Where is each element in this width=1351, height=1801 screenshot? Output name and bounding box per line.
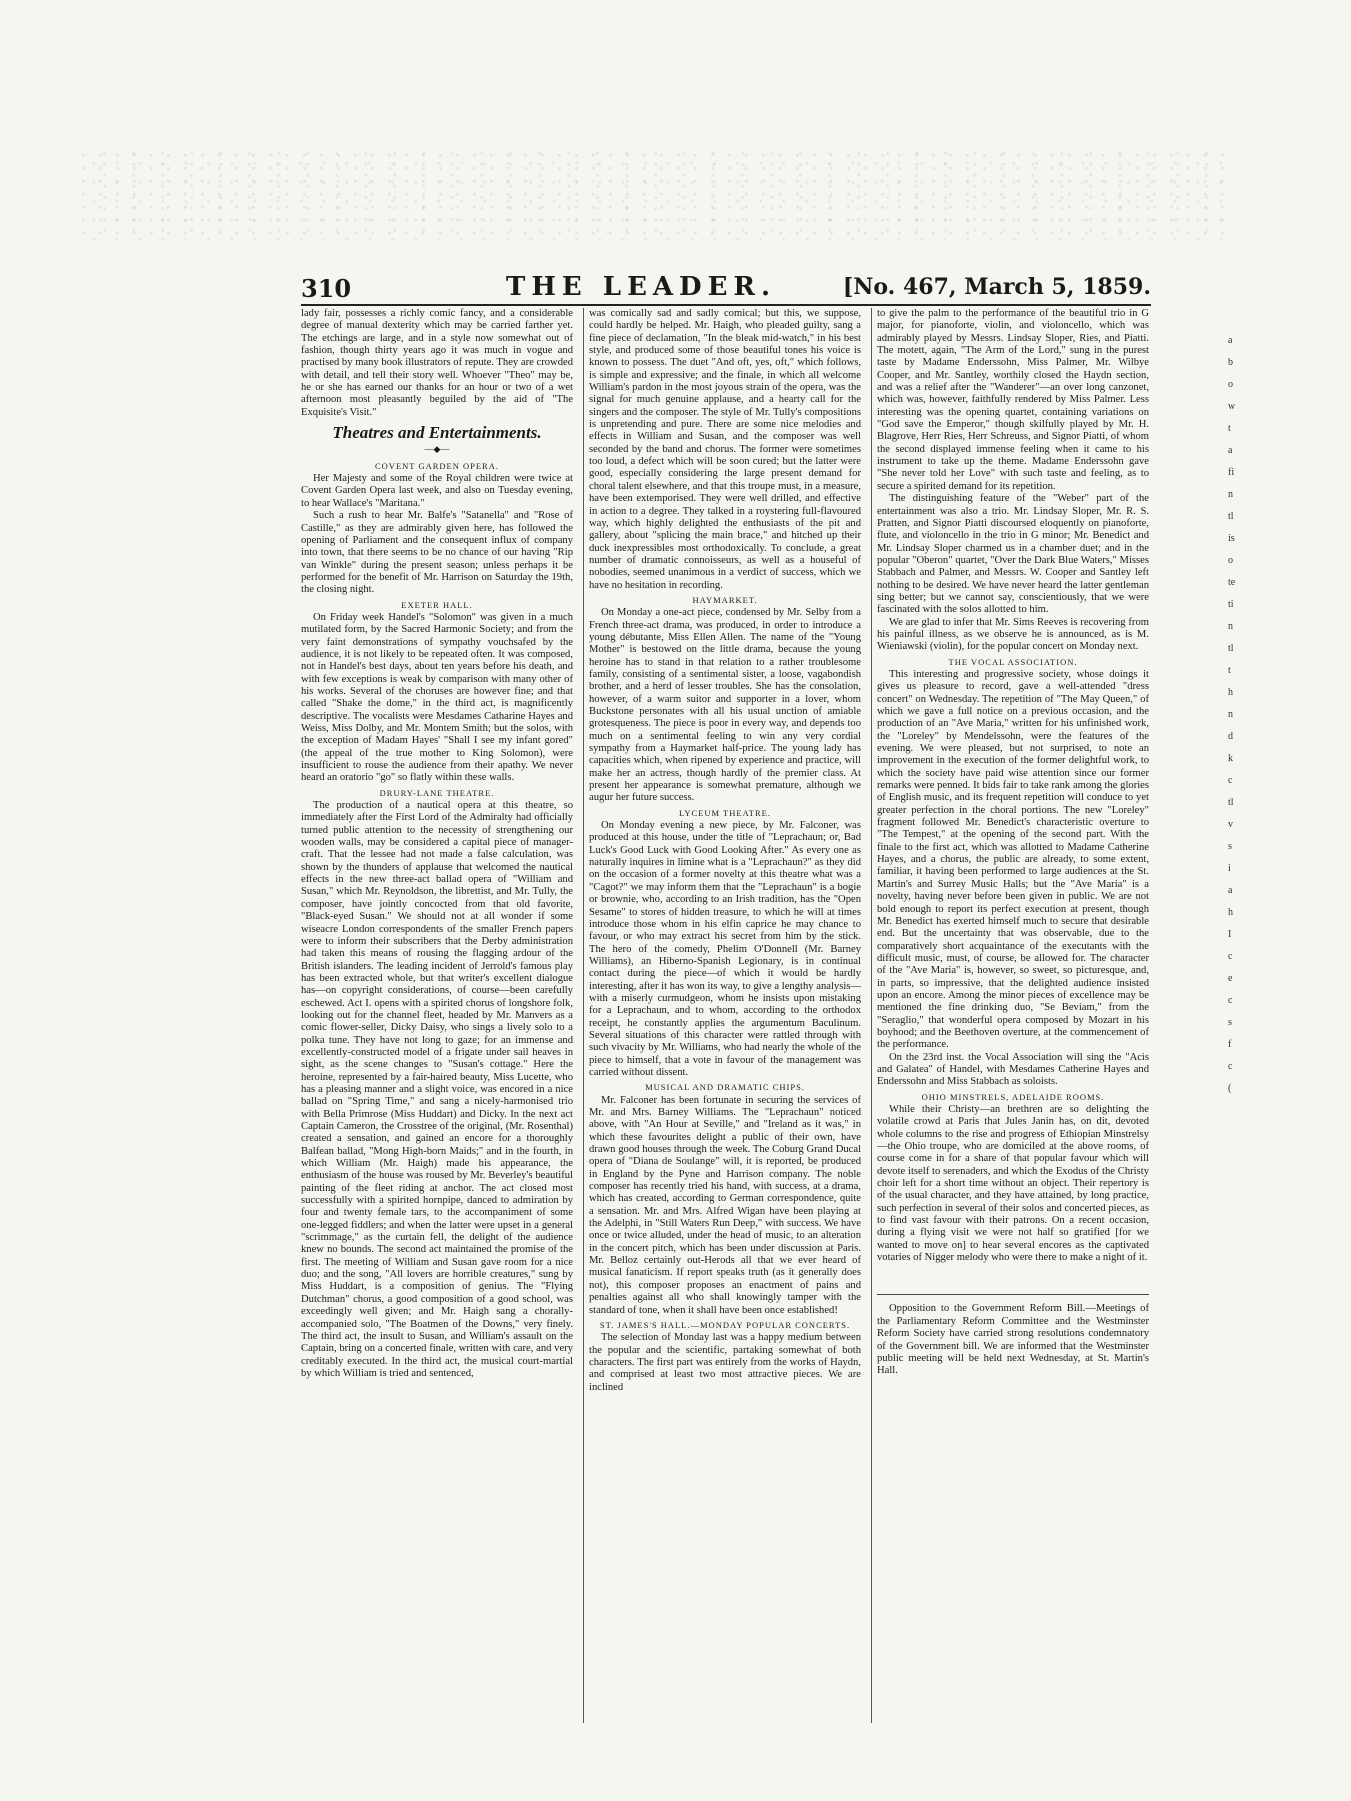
column-3 [877,308,1149,1378]
article-paragraph: The production of a nautical opera at this theatre, so immediately after the First Lord of the Admiralty had officially turned public attention to the necessity of strengthening our wooden walls, may be considered a capital piece of manager-craft. That the lessee had not made a false calculation, was shown by the thunders of applause that welcomed the nautical effects in the new three-act ballad opera of "William and Susan," which Mr. Reynoldson, the librettist, and Mr. Tully, the composer, have jointly concocted from that old favorite, "Black-eyed Susan." We should not at all wonder if some wiseacre London correspondents of the smaller French papers were to inform their subscribers that the Derby administration had taken this means of rousing the flagging ardour of the British islanders. The leading incident of Jerrold's famous play has been extracted whole, but that writer's excellent dialogue has—on copyright considerations, of course—been carefully eschewed. Act I. opens with a spirited chorus of longshore folk, looking out for the channel fleet, headed by Mr. Manvers as a comic flower-seller, Dicky Daisy, who sings a lively solo to a polka tune. They have not long to gaze; for an immense and excellently-constructed model of a frigate under sail heaves in sight, as the scene changes to "Susan's cottage." Here the heroine, represented by a fair-haired beauty, Miss Lucette, who has a pleasing manner and a slight voice, was encored in a nice ballad on "Spring Time," and sang a nicely-harmonised trio with Bella Primrose (Miss Huddart) and Dicky. In the next act Captain Cameron, the Crosstree of the original, (Mr. Rosenthal) created a sensation, and gained an encore for a thoroughly Balfean ballad, "Mong High-born Maids;" and in the fourth, in which William (Mr. Haigh) made his appearance, the enthusiasm of the house was roused by Mr. Beverley's beautiful painting of the fleet riding at anchor. The act closed most successfully with a spirited hornpipe, danced to admiration by four and twenty female tars, to the accompaniment of some one-legged fiddlers; and when the latter were upset in a general "scrimmage," as the curtain fell, the delight of the audience knew no bounds. The second act maintained the promise of the first. The meeting of William and Susan gave room for a nice duo; and the song, "All lovers are horrible creatures," sung by Miss Huddart, is a composition of genius. The "Flying Dutchman" chorus, a good composition of a good school, was exceedingly well given; and Mr. Haigh sang a chorally-accompanied solo, "The Boatmen of the Downs," very finely. The third act, the insult to Susan, and William's assault on the Captain, bring on a concerted finale, written with care, and very creditably executed. In the third act, the musical court-martial by which William is tried and sentenced, [301,800,573,1379]
edge-letter: n [1228,621,1233,632]
article-heading: OHIO MINSTRELS, ADELAIDE ROOMS. [921,1091,1105,1102]
edge-letter: tl [1228,797,1234,808]
edge-letter: fi [1228,467,1235,478]
edge-letter: n [1228,709,1233,720]
article-heading: EXETER HALL. [401,599,473,610]
edge-letter: is [1228,533,1235,544]
edge-letter: o [1228,379,1233,390]
column-divider [583,308,584,1723]
article-heading: LYCEUM THEATRE. [679,807,771,818]
article-paragraph: Her Majesty and some of the Royal children were twice at Covent Garden Opera last week, and also on Tuesday evening, to hear Wallace's "Maritana." [301,473,573,509]
article-heading: HAYMARKET. [692,594,758,605]
article-paragraph: On Monday evening a new piece, by Mr. Falconer, was produced at this house, under the title of "Leprachaun; or, Bad Luck's Good Luck with Good Looking After." As every one as naturally inquires in limine what is a "Leprachaun?" as they did on the occasion of a former novelty at this theatre what was a "Cagot?" we may inform them that the "Leprachaun" is a bogie or brownie, who, according to an Irish tradition, has the "Open Sesame" to stores of hidden treasure, to which he will at times introduce those whom in his elfin caprice he may chance to favour, or who may extract his secret from him by the stick. The hero of the comedy, Phelim O'Donnell (Mr. Barney Williams), an Hiberno-Spanish Legionary, is in continual contact during the piece—of which it would be hardly interesting, after it has won its way, to give a lengthy analysis—with a miserly curmudgeon, whom he insists upon mistaking for a Leprachaun, and to whom, according to the orthodox receipt, he constantly applies the argumentum Baculinum. Several situations of this character were rattled through with such vivacity by Mr. Williams, who had nearly the whole of the piece to himself, that a vote in favour of the management was carried without dissent. [589,820,861,1078]
edge-letter: e [1228,973,1233,984]
column-divider [871,308,872,1723]
article-paragraph: While their Christy—an brethren are so delighting the volatile crowd at Paris that Jules Janin has, on dit, devoted whole columns to the rise and progress of Ethiopian Minstrelsy—the Ohio troupe, who are domiciled at the above rooms, of course come in for a share of that popular favour which will devote itself to serenaders, and which the Exodus of the Christy choir left for a short time without an object. Their repertory is of the usual character, and they have attained, by long practice, such perfection in several of their solos and concerted pieces, as to find vast favour with their patrons. On a recent occasion, during a flying visit we were not half so gratified [for we wanted to move on] to hear several encores as the captivated votaries of Nigger melody who were there to make a night of it. [877,1104,1149,1264]
edge-letter: a [1228,335,1233,346]
page-header [301,270,1151,306]
newspaper-title: THE LEADER. [506,272,777,302]
column-1 [301,308,573,1380]
edge-letter: i [1228,863,1231,874]
ornament-divider: —◆— [424,444,450,455]
column-2 [589,308,861,1394]
section-title: Theatres and Entertainments. [332,423,542,443]
page-number: 310 [301,274,352,303]
edge-letter: t [1228,665,1231,676]
edge-letter: I [1228,929,1232,940]
article-heading: DRURY-LANE THEATRE. [379,787,495,798]
header-rule [301,304,1151,306]
edge-letter: te [1228,577,1236,588]
edge-letter: o [1228,555,1233,566]
edge-letter: c [1228,1061,1233,1072]
edge-letter: a [1228,445,1233,456]
edge-letter: t [1228,423,1231,434]
article-paragraph: On Friday week Handel's "Solomon" was given in a much mutilated form, by the Sacred Harmonic Society; and from the very faint demonstrations of sympathy vouchsafed by the audience, it is not likely to be repeated often. It was composed, not in Handel's best days, about ten years before his death, and with few exceptions is weak by comparison with many other of his works. Several of the choruses are however fine; and that called "Shake the dome," in the third act, is magnificently descriptive. The vocalists were Mesdames Catharine Hayes and Weiss, Miss Dolby, and Mr. Montem Smith; but the solos, with the exception of Madam Hayes' "Shall I see my infant gored" (the appeal of the true mother to King Solomon), were insufficient to rouse the audience from their apathy. We never heard an oratorio "go" so flatly within these walls. [301,611,573,784]
issue-date: [No. 467, March 5, 1859. [842,274,1151,300]
edge-letter: tl [1228,511,1234,522]
article-paragraph: Opposition to the Government Reform Bill.—Meetings of the Parliamentary Reform Committee and the Westminster Reform Society have carried strong resolutions condemnatory of the Government bill. We are informed that the Westminster public meeting will be held next Wednesday, at St. Martin's Hall. [877,1303,1149,1377]
edge-letter: ( [1228,1083,1232,1094]
edge-letter: c [1228,951,1233,962]
edge-letter: f [1228,1039,1232,1050]
article-paragraph: The distinguishing feature of the "Weber" part of the entertainment was also a trio. Mr. Lindsay Sloper, Mr. R. S. Pratten, and Signor Piatti discoursed eloquently on pianoforte, flute, and violoncello in the trio in G minor; Mr. Benedict and Mr. Lindsay Sloper charmed us in a chamber duet; and in the popular "Oberon" quartet, "Over the Dark Blue Waters," Misses Stabbach and Palmer, and Messrs. W. Cooper and Santley left nothing to be desired. We have never heard the latter gentleman sing better; but we cannot say, conscientiously, that we were fascinated with the solos allotted to him. [877,493,1149,616]
edge-letter: k [1228,753,1233,764]
edge-letter: d [1228,731,1233,742]
edge-letter: s [1228,1017,1232,1028]
edge-letter: tl [1228,643,1234,654]
paper-speckle [80,150,1230,240]
article-heading: MUSICAL AND DRAMATIC CHIPS. [645,1082,805,1093]
article-separator [877,1294,1149,1295]
article-paragraph: Mr. Falconer has been fortunate in securing the services of Mr. and Mrs. Barney Williams. The "Leprachaun" noticed above, with "An Hour at Seville," and "Ireland as it was," in which these favourites delight a public of their own, have drawn good houses through the week. The Coburg Grand Ducal opera of "Diana de Soulange" will, it is reported, be produced in England by the Pyne and Harrison company. The noble composer has recently tried his hand, with success, at a drama, which has created, according to German correspondence, quite a sensation. Mr. and Mrs. Alfred Wigan have been playing at the Adelphi, in "Still Waters Run Deep," with success. We have once or twice alluded, under the head of music, to an alteration in the concert pitch, which has been under discussion at Paris. Mr. Belloz certainly out-Herods all that we ever heard of musical fanaticism. If report speaks truth (as it generally does not), this composer proposes an enactment of pains and penalties against all who shall knowingly tamper with the standard of tone, when it shall have been once established! [589,1094,861,1316]
article-heading: COVENT GARDEN OPERA. [375,460,499,471]
article-paragraph: The selection of Monday last was a happy medium between the popular and the scientific, partaking somewhat of both characters. The first part was entirely from the works of Haydn, and comprised at least two most attractive pieces. We are inclined [589,1332,861,1393]
edge-letter: n [1228,489,1233,500]
article-heading: THE VOCAL ASSOCIATION. [948,656,1078,667]
article-paragraph: On the 23rd inst. the Vocal Association will sing the "Acis and Galatea" of Handel, with Mesdames Catherine Hayes and Enderssohn and Miss Stabbach as soloists. [877,1051,1149,1088]
article-heading: ST. JAMES'S HALL.—MONDAY POPULAR CONCERTS. [599,1319,851,1330]
article-paragraph: was comically sad and sadly comical; but this, we suppose, could hardly be helped. Mr. Haigh, who pleaded guilty, sang a fine piece of declamation, "In the bleak mid-watch," in his best style, and produced some of those beautiful tones his voice is known to possess. The duet "And oft, yes, oft," which follows, is simple and expressive; and the finale, in which all welcome William's pardon in the most joyous strain of the opera, was the signal for much genuine applause, and a hearty call for the singers and the composer. The style of Mr. Tully's compositions is unpretending and pure. There are some nice melodies and effects in William and Susan, and the composer was well seconded by the band and chorus. The former were sometimes too loud, a defect which will be soon cured; but the latter were good, especially considering the large present demand for choral talent elsewhere, and that this troupe must, in a measure, have been extemporised. They were well drilled, and effective in action to a degree. They talked in a roystering full-flavoured way, which highly delighted the enthusiasts of the pit and gallery, about "splicing the main brace," and hitched up their duck inexpressibles most orthodoxically. To conclude, a great number of dramatic connoisseurs, as well as a houseful of nobodies, seemed unanimous in a verdict of success, which we have no hesitation in recording. [589,308,861,591]
edge-letter: s [1228,841,1232,852]
bleed-through-edge-text [1228,330,1258,1100]
edge-letter: w [1228,401,1236,412]
edge-letter: h [1228,907,1233,918]
edge-letter: h [1228,687,1233,698]
edge-letter: v [1228,819,1233,830]
article-paragraph: lady fair, possesses a richly comic fancy, and a considerable degree of manual dexterity which may be carried farther yet. The etchings are large, and in a style now somewhat out of fashion, though thirty years ago it was much in vogue and practised by many book illustrators of repute. They are crowded with detail, and tell their story well. Whoever "Theo" may be, he or she has earned our thanks for an hour or two of a wet afternoon most pleasantly beguiled by the aid of "The Exquisite's Visit." [301,308,573,418]
edge-letter: b [1228,357,1233,368]
edge-letter: c [1228,775,1233,786]
edge-letter: a [1228,885,1233,896]
edge-letter: ti [1228,599,1234,610]
article-paragraph: to give the palm to the performance of the beautiful trio in G major, for pianoforte, violin, and violoncello, which was admirably played by Messrs. Lindsay Sloper, Ries, and Piatti. The motett, again, "The Arm of the Lord," sung in the purest taste by Madame Enderssohn, Miss Palmer, Mr. Wilbye Cooper, and Mr. Santley, worthily closed the Haydn section, and was a relief after the "Wanderer"—an over long canzonet, which was, however, faithfully rendered by Miss Palmer. Less interesting was the opening quartet, containing variations on "God save the Emperor," though skilfully played by Mr. H. Blagrove, Herr Ries, Herr Schreuss, and Signor Piatti, of whom the second displayed immense feeling when it came to his instrument to take up the theme. Madame Enderssohn gave "She never told her Love" with such taste and feeling, as to secure a spirited demand for its repetition. [877,308,1149,492]
article-paragraph: This interesting and progressive society, whose doings it gives us pleasure to record, gave a well-attended "dress concert" on Wednesday. The repetition of "The May Queen," of which we gave a full notice on a previous occasion, and the production of an "Ave Maria," written for his unfinished work, the "Loreley" by Mendelssohn, were the features of the evening. We were pleased, but not surprised, to note an improvement in the execution of the former delightful work, to which the society have paid wise attention since our former remarks were penned. It bids fair to take rank among the glories of English music, and its frequent repetition will conduce to yet greater perfection in the choral portions. The new "Loreley" fragment followed Mr. Benedict's characteristic overture to "The Tempest," at the opening of the second part. With the finale to the first act, which was allotted to Madame Catherine Hayes, and a chorus, the public are already, to some extent, familiar, it having been performed to large audiences at the St. Martin's and Surrey Music Halls; but the "Ave Maria" is a novelty, having never before been given in public. We are not bold enough to report its perfect execution at present, though Mr. Benedict has exerted himself much to secure that desirable end. But the uncertainty that was observable, due to the comparatively short acquaintance of the executants with the difficult music, must, of course, be allowed for. The character of the "Ave Maria" is, however, so sweet, so picturesque, and, in parts, so impressive, that the delighted audience insisted upon an encore. Among the minor pieces of excellence may be mentioned the fine drinking duo, "Se Beviam," from the "Seraglio," that wonderful opera composed by Mozart in his boyhood; and the Beethoven overture, at the commencement of the performance. [877,668,1149,1051]
article-paragraph: On Monday a one-act piece, condensed by Mr. Selby from a French three-act drama, was produced, in order to introduce a young débutante, Miss Ellen Allen. The name of the "Young Mother" is bestowed on the little drama, because the young heroine has to stand in that relation to a rather troublesome family, consisting of a sentimental sister, a loose, vagabondish brother, and a herd of lesser troubles. She has the consolation, however, of a warm suitor and supporter in a lover, whom Buckstone personates with all his usual unction of amiable grotesqueness. The piece is poor in every way, and depends too much on a sentimental feeling to win any very cordial sympathy from a Haymarket half-price. The young lady has capacities which, when ripened by experience and practice, will make her an actress, though hardly of the premier class. At present her appearance is somewhat premature, although we augur her future success. [589,607,861,804]
edge-letter: c [1228,995,1233,1006]
article-paragraph: We are glad to infer that Mr. Sims Reeves is recovering from his painful illness, as we observe he is announced, as is M. Wieniawski (violin), for the popular concert on Monday next. [877,616,1149,653]
article-paragraph: Such a rush to hear Mr. Balfe's "Satanella" and "Rose of Castille," as they are admirably given here, has followed the opening of Parliament and the consequent influx of company into town, that there seems to be no chance of our having "Rip van Winkle" during the present season; unless perhaps it be performed for the benefit of Mr. Harrison on Saturday the 19th, the closing night. [301,510,573,596]
